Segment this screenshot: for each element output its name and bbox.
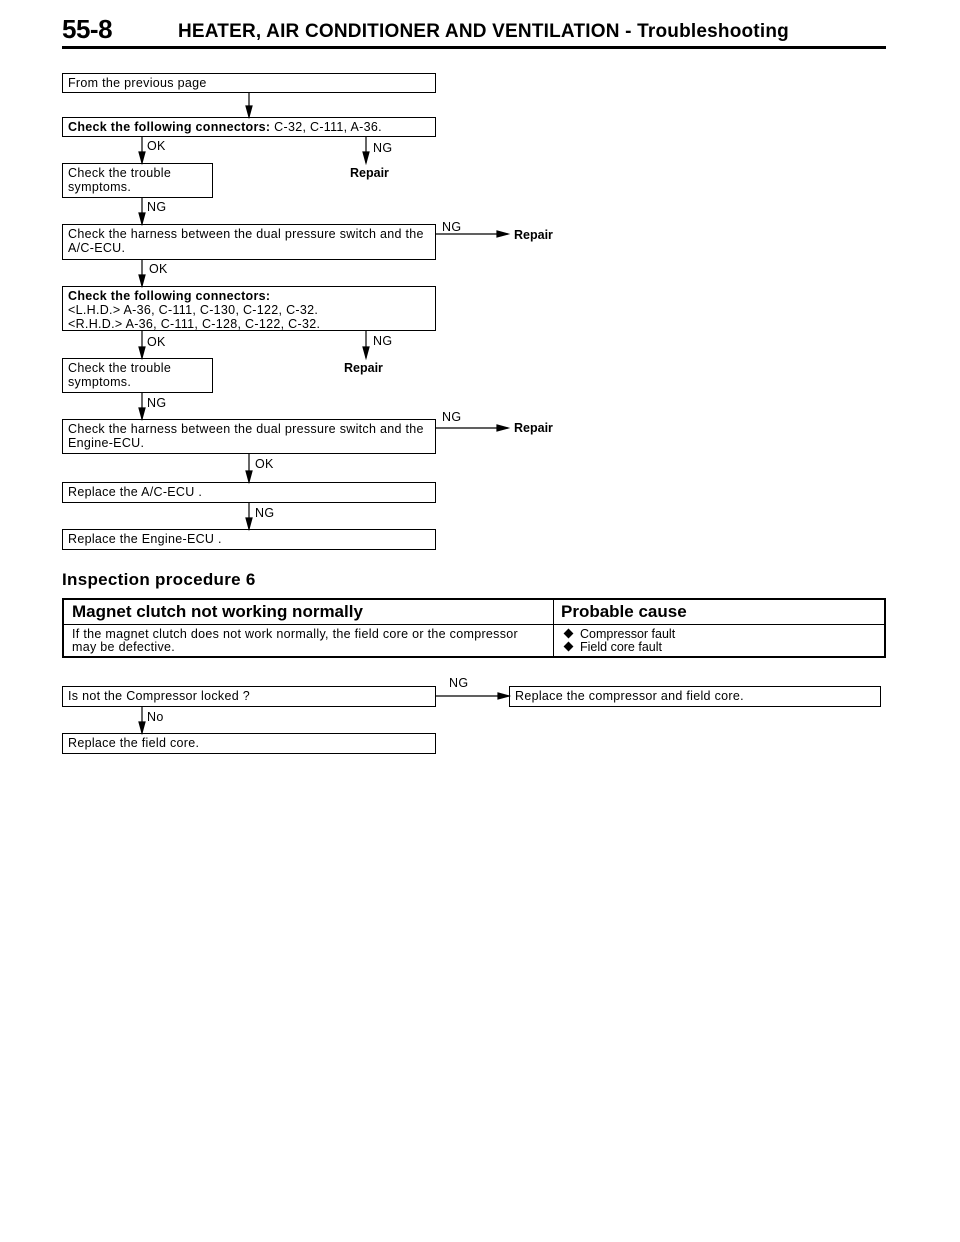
replace-ac-ecu-text: Replace the A/C-ECU . (68, 485, 203, 499)
ng-label: NG (373, 334, 393, 348)
replace-engine-ecu-box (62, 529, 436, 550)
no-label: No (147, 710, 164, 724)
table-divider (553, 600, 554, 656)
check-symptoms-2-line1: Check the trouble (68, 361, 172, 375)
repair-label-4: Repair (514, 421, 553, 435)
ok-label: OK (255, 457, 274, 471)
repair-label-1: Repair (350, 166, 389, 180)
ng-label: NG (255, 506, 275, 520)
cause-item-text: Compressor fault (580, 627, 676, 641)
check-symptoms-1-line2: symptoms. (68, 180, 132, 194)
ng-label: NG (449, 676, 469, 690)
page-title: HEATER, AIR CONDITIONER AND VENTILATION - Troubleshooting (178, 21, 789, 42)
ng-label: NG (442, 220, 462, 234)
replace-field-core-text: Replace the field core. (68, 736, 200, 750)
cause-header: Probable cause (561, 602, 687, 621)
symptom-header: Magnet clutch not working normally (72, 602, 363, 621)
ok-label: OK (147, 335, 166, 349)
check-harness-1-line1: Check the harness between the dual pressure switch and the (68, 227, 424, 241)
check-harness-1-line2: A/C-ECU. (68, 241, 126, 255)
check-connectors-1-box (62, 117, 436, 137)
repair-label-3: Repair (344, 361, 383, 375)
page-number: 55-8 (62, 14, 113, 44)
question-box (62, 686, 436, 707)
check-connectors-2-lhd: <L.H.D.> A-36, C-111, C-130, C-122, C-32. (68, 303, 319, 317)
replace-field-core-box (62, 733, 436, 754)
check-harness-2-line1: Check the harness between the dual pressure switch and the (68, 422, 424, 436)
from-previous-page-text: From the previous page (68, 76, 207, 90)
replace-compressor-text: Replace the compressor and field core. (515, 689, 744, 703)
check-symptoms-1-line1: Check the trouble (68, 166, 172, 180)
check-harness-2-box (62, 419, 436, 454)
cause-item (561, 641, 675, 654)
cause-item-text: Field core fault (580, 640, 662, 654)
symptom-cause-table (62, 598, 886, 658)
check-harness-2-line2: Engine-ECU. (68, 436, 145, 450)
from-previous-page-box (62, 73, 436, 93)
check-symptoms-1-box (62, 163, 213, 198)
section-title: Inspection procedure 6 (62, 570, 256, 589)
check-connectors-1-bold: Check the following connectors: (68, 120, 271, 134)
ng-label: NG (442, 410, 462, 424)
question-text: Is not the Compressor locked ? (68, 689, 250, 703)
diamond-bullet-icon (564, 642, 574, 652)
ok-label: OK (147, 139, 166, 153)
check-connectors-2-bold: Check the following connectors: (68, 289, 271, 303)
diamond-bullet-icon (564, 629, 574, 639)
check-symptoms-2-box (62, 358, 213, 393)
ok-label: OK (149, 262, 168, 276)
ng-label: NG (373, 141, 393, 155)
cause-list (561, 628, 675, 654)
replace-engine-ecu-text: Replace the Engine-ECU . (68, 532, 222, 546)
repair-label-2: Repair (514, 228, 553, 242)
check-harness-1-box (62, 224, 436, 260)
replace-ac-ecu-box (62, 482, 436, 503)
ng-label: NG (147, 396, 167, 410)
check-connectors-2-box (62, 286, 436, 331)
check-connectors-1-list: C-32, C-111, A-36. (270, 120, 382, 134)
replace-compressor-box (509, 686, 881, 707)
check-connectors-2-rhd: <R.H.D.> A-36, C-111, C-128, C-122, C-32. (68, 317, 321, 331)
ng-label: NG (147, 200, 167, 214)
symptom-description: If the magnet clutch does not work normally, the field core or the compressor may be defective. (72, 627, 518, 654)
check-symptoms-2-line2: symptoms. (68, 375, 132, 389)
